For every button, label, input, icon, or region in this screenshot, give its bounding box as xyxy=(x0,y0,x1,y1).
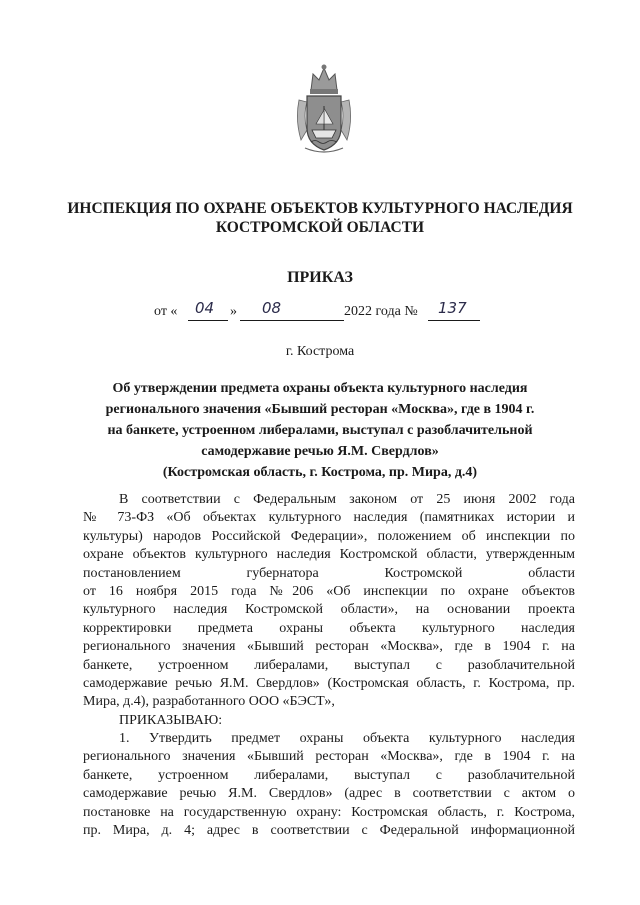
order-date-line xyxy=(154,299,514,324)
body-line: регионального значения «Бывший ресторан «Москва», где в 1904 г. на xyxy=(83,639,575,655)
item-1-line: самодержавие речью Я.М. Свердлов» (адрес в соответствии с актом о xyxy=(83,786,575,802)
item-1-line: банкете, устроенном либералами, выступал с разоблачительной xyxy=(83,767,575,783)
body-line: самодержавие речью Я.М. Свердлов» (Костромская область, г. Кострома, пр. xyxy=(83,675,575,691)
order-subject xyxy=(60,378,580,483)
body-line: культуры) народов Российской Федерации», положением об инспекции по xyxy=(83,528,575,544)
body-line: культурного наследия Костромской области», на основании проекта xyxy=(83,602,575,618)
body-line: В соответствии с Федеральным законом от 25 июня 2002 года xyxy=(119,492,575,507)
item-1-line: 1. Утвердить предмет охраны объекта культурного наследия xyxy=(119,731,575,747)
day-underline xyxy=(188,320,228,321)
body-line: от 16 ноября 2015 года №206 «Об инспекции по охране объектов xyxy=(83,583,575,599)
subject-line: самодержавие речью Я.М. Свердлов» xyxy=(201,444,439,459)
subject-line: (Костромская область, г. Кострома, пр. Мира, д.4) xyxy=(162,465,478,480)
order-body xyxy=(83,491,575,840)
date-prefix: от « xyxy=(154,304,178,319)
item-1-line: регионального значения «Бывший ресторан «Москва», где в 1904 г. на xyxy=(83,749,575,765)
coat-of-arms-icon xyxy=(293,60,355,156)
number-underline xyxy=(428,320,480,321)
agency-name-line-1: ИНСПЕКЦИЯ ПО ОХРАНЕ ОБЪЕКТОВ КУЛЬТУРНОГО НАСЛЕДИЯ xyxy=(67,200,573,217)
agency-name-line-2: КОСТРОМСКОЙ ОБЛАСТИ xyxy=(215,219,425,236)
subject-line: Об утверждении предмета охраны объекта культурного наследия xyxy=(112,381,528,396)
order-number: 137 xyxy=(438,299,467,317)
month-underline xyxy=(240,320,344,321)
subject-line: регионального значения «Бывший ресторан «Москва», где в 1904 г. xyxy=(105,402,535,417)
subject-line: на банкете, устроенном либералами, выступал с разоблачительной xyxy=(107,423,533,438)
body-line: Мира, д.4), разработанного ООО «БЭСТ», xyxy=(83,694,335,710)
body-line: охране объектов культурного наследия Костромской области, утвержденным xyxy=(83,547,575,563)
date-year: 2022 года № xyxy=(344,304,418,319)
body-line: № 73-ФЗ «Об объектах культурного наследия (памятниках истории и xyxy=(83,510,575,526)
agency-name xyxy=(40,199,600,237)
body-line: корректировки предмета охраны объекта культурного наследия xyxy=(83,620,575,636)
item-1-line: постановке на государственную охрану: Костромская область, г. Кострома, xyxy=(83,804,575,820)
order-title: ПРИКАЗ xyxy=(287,269,353,286)
item-1-line: пр. Мира, д. 4; адрес в соответствии с Федеральной информационной xyxy=(83,823,575,839)
date-quote-close: » xyxy=(230,304,237,319)
order-day: 04 xyxy=(195,299,215,317)
order-word: ПРИКАЗЫВАЮ: xyxy=(119,712,223,728)
body-line: банкете, устроенном либералами, выступал с разоблачительной xyxy=(83,657,575,673)
city: г. Кострома xyxy=(285,344,355,359)
order-month: 08 xyxy=(262,299,282,317)
body-line: постановлением губернатора Костромской области xyxy=(83,565,575,581)
